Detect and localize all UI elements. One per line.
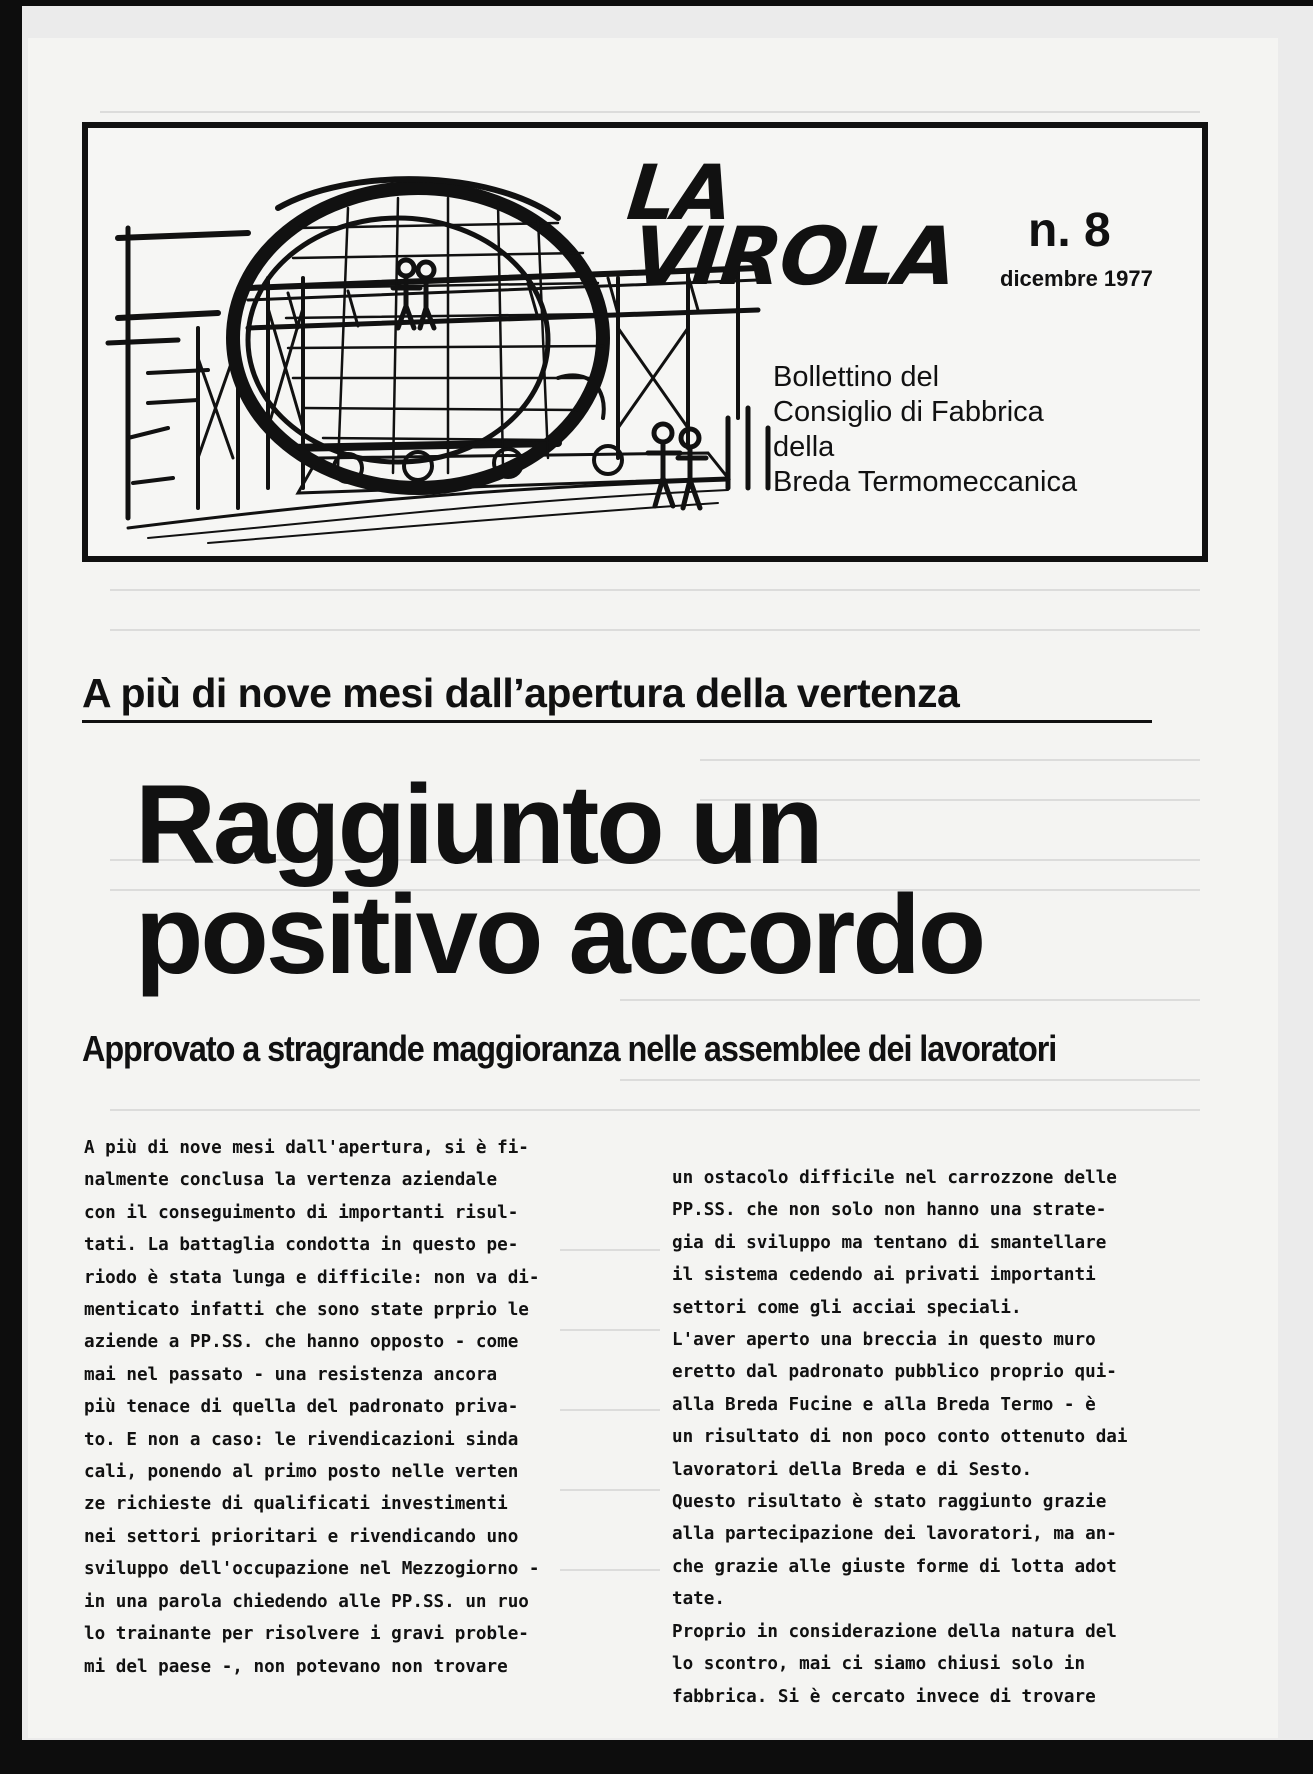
issue-date: dicembre 1977 xyxy=(1000,266,1153,291)
text-line: un ostacolo difficile nel carrozzone delle xyxy=(672,1168,1117,1188)
text-line: mi del paese -, non potevano non trovare xyxy=(84,1656,508,1677)
text-line: A più di nove mesi dall'apertura, si è fi- xyxy=(84,1138,529,1158)
logo-virola: VIROLA xyxy=(628,210,961,303)
text-line: nalmente conclusa la vertenza aziendale xyxy=(84,1170,498,1191)
text-line: lo trainante per risolvere i gravi proble- xyxy=(84,1624,529,1645)
text-line: alla Breda Fucine e alla Breda Termo - è xyxy=(672,1394,1096,1415)
text-line: alla partecipazione dei lavoratori, ma an- xyxy=(672,1524,1117,1545)
subtitle-line: Bollettino del xyxy=(773,361,940,393)
subtitle-line: Consiglio di Fabbrica xyxy=(773,396,1044,428)
text-line: lavoratori della Breda e di Sesto. xyxy=(672,1459,1033,1480)
text-line: con il conseguimento di importanti risul- xyxy=(84,1202,519,1223)
scan-edge-bottom xyxy=(0,1740,1313,1774)
text-line: sviluppo dell'occupazione nel Mezzogiorno - xyxy=(84,1559,540,1580)
text-line: settori come gli acciai speciali. xyxy=(672,1297,1022,1318)
text-line: gia di sviluppo ma tentano di smantellare xyxy=(672,1232,1107,1253)
headline-kicker: A più di nove mesi dall’apertura della vertenza xyxy=(82,670,960,716)
headline-line: positivo accordo xyxy=(135,872,984,997)
masthead xyxy=(82,122,1208,562)
text-line: fabbrica. Si è cercato invece di trovare xyxy=(672,1686,1096,1707)
text-line: un risultato di non poco conto ottenuto dai xyxy=(672,1427,1128,1448)
headline-deck: Approvato a stragrande maggioranza nelle assemblee dei lavoratori xyxy=(82,1028,1057,1069)
text-line: tate. xyxy=(672,1589,725,1610)
main-headline xyxy=(135,762,984,997)
text-line: più tenace di quella del padronato priva- xyxy=(84,1397,519,1418)
text-line: cali, ponendo al primo posto nelle verten xyxy=(84,1462,519,1483)
body-column-right xyxy=(672,1162,1127,1713)
text-line: eretto dal padronato pubblico proprio qui- xyxy=(672,1362,1117,1383)
text-line: il sistema cedendo ai privati importanti xyxy=(672,1265,1096,1286)
issue-number: n. 8 xyxy=(1028,204,1111,257)
text-line: lo scontro, mai ci siamo chiusi solo in xyxy=(672,1654,1086,1675)
text-line: L'aver aperto una breccia in questo muro xyxy=(672,1330,1096,1351)
text-line: aziende a PP.SS. che hanno opposto - come xyxy=(84,1332,519,1353)
text-line: Proprio in considerazione della natura del xyxy=(672,1621,1117,1642)
masthead-subtitle xyxy=(773,360,1077,500)
text-line: riodo è stata lunga e difficile: non va di- xyxy=(84,1267,540,1288)
text-line: ze richieste di qualificati investimenti xyxy=(84,1494,508,1515)
text-line: che grazie alle giuste forme di lotta adot xyxy=(672,1556,1117,1577)
text-line: nei settori prioritari e rivendicando uno xyxy=(84,1526,519,1547)
kicker-rule xyxy=(82,720,1152,723)
logo-la: LA xyxy=(623,148,736,237)
body-column-left xyxy=(84,1132,539,1683)
text-line: in una parola chiedendo alle PP.SS. un ruo xyxy=(84,1591,529,1612)
text-line: Questo risultato è stato raggiunto grazie xyxy=(672,1492,1107,1513)
subtitle-line: Breda Termomeccanica xyxy=(773,466,1078,498)
text-line: menticato infatti che sono state prprio le xyxy=(84,1300,529,1321)
subtitle-line: della xyxy=(773,431,835,463)
text-line: tati. La battaglia condotta in questo pe- xyxy=(84,1235,519,1256)
text-line: to. E non a caso: le rivendicazioni sinda xyxy=(84,1429,519,1450)
text-line: PP.SS. che non solo non hanno una strate- xyxy=(672,1200,1107,1221)
text-line: mai nel passato - una resistenza ancora xyxy=(84,1364,498,1385)
headline-line: Raggiunto un xyxy=(135,762,821,887)
